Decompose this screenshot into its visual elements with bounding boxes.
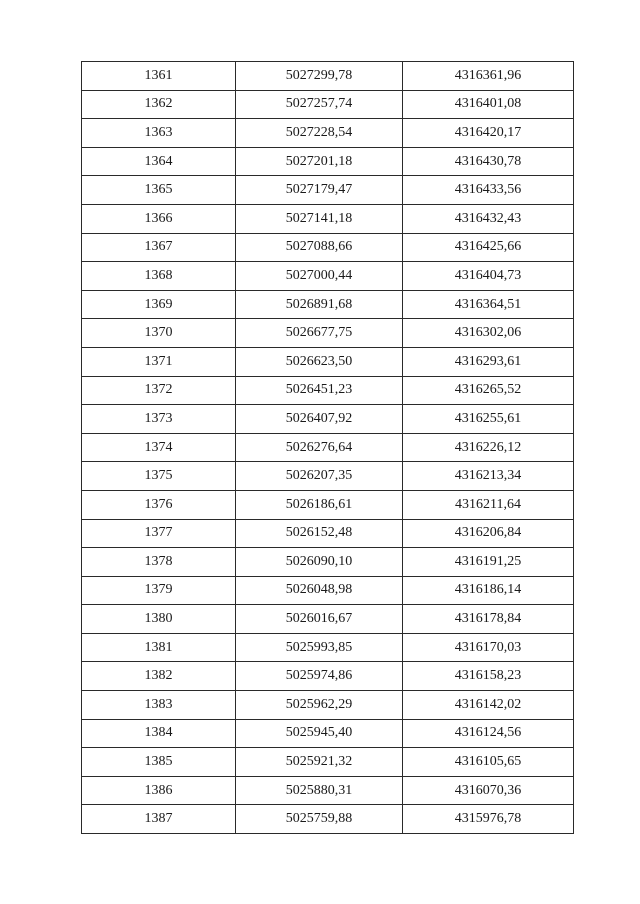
table-row xyxy=(82,605,574,634)
table-row xyxy=(82,90,574,119)
y-coordinate-cell: 4315976,78 xyxy=(403,805,574,834)
x-coordinate-cell: 5025880,31 xyxy=(236,776,403,805)
y-coordinate-cell: 4316433,56 xyxy=(403,176,574,205)
x-coordinate-cell: 5026891,68 xyxy=(236,290,403,319)
point-number-cell: 1361 xyxy=(82,62,236,91)
point-number-cell: 1383 xyxy=(82,691,236,720)
table-row xyxy=(82,662,574,691)
table-row xyxy=(82,405,574,434)
point-number-cell: 1374 xyxy=(82,433,236,462)
y-coordinate-cell: 4316124,56 xyxy=(403,719,574,748)
y-coordinate-cell: 4316404,73 xyxy=(403,262,574,291)
coordinates-table xyxy=(81,61,574,834)
x-coordinate-cell: 5025945,40 xyxy=(236,719,403,748)
point-number-cell: 1365 xyxy=(82,176,236,205)
y-coordinate-cell: 4316211,64 xyxy=(403,490,574,519)
point-number-cell: 1385 xyxy=(82,748,236,777)
x-coordinate-cell: 5026016,67 xyxy=(236,605,403,634)
y-coordinate-cell: 4316142,02 xyxy=(403,691,574,720)
table-row xyxy=(82,576,574,605)
y-coordinate-cell: 4316420,17 xyxy=(403,119,574,148)
x-coordinate-cell: 5025759,88 xyxy=(236,805,403,834)
y-coordinate-cell: 4316226,12 xyxy=(403,433,574,462)
x-coordinate-cell: 5027000,44 xyxy=(236,262,403,291)
point-number-cell: 1378 xyxy=(82,548,236,577)
x-coordinate-cell: 5025974,86 xyxy=(236,662,403,691)
y-coordinate-cell: 4316070,36 xyxy=(403,776,574,805)
x-coordinate-cell: 5025921,32 xyxy=(236,748,403,777)
y-coordinate-cell: 4316255,61 xyxy=(403,405,574,434)
point-number-cell: 1362 xyxy=(82,90,236,119)
x-coordinate-cell: 5026451,23 xyxy=(236,376,403,405)
point-number-cell: 1372 xyxy=(82,376,236,405)
x-coordinate-cell: 5027228,54 xyxy=(236,119,403,148)
x-coordinate-cell: 5027088,66 xyxy=(236,233,403,262)
point-number-cell: 1363 xyxy=(82,119,236,148)
x-coordinate-cell: 5026186,61 xyxy=(236,490,403,519)
point-number-cell: 1380 xyxy=(82,605,236,634)
table-row xyxy=(82,748,574,777)
point-number-cell: 1371 xyxy=(82,347,236,376)
x-coordinate-cell: 5026207,35 xyxy=(236,462,403,491)
table-row xyxy=(82,147,574,176)
table-row xyxy=(82,319,574,348)
y-coordinate-cell: 4316186,14 xyxy=(403,576,574,605)
y-coordinate-cell: 4316432,43 xyxy=(403,204,574,233)
y-coordinate-cell: 4316206,84 xyxy=(403,519,574,548)
point-number-cell: 1369 xyxy=(82,290,236,319)
table-row xyxy=(82,519,574,548)
y-coordinate-cell: 4316170,03 xyxy=(403,633,574,662)
y-coordinate-cell: 4316364,51 xyxy=(403,290,574,319)
point-number-cell: 1381 xyxy=(82,633,236,662)
x-coordinate-cell: 5026048,98 xyxy=(236,576,403,605)
table-row xyxy=(82,176,574,205)
point-number-cell: 1364 xyxy=(82,147,236,176)
coordinates-table-body xyxy=(82,62,574,834)
y-coordinate-cell: 4316105,65 xyxy=(403,748,574,777)
y-coordinate-cell: 4316302,06 xyxy=(403,319,574,348)
x-coordinate-cell: 5027179,47 xyxy=(236,176,403,205)
x-coordinate-cell: 5026090,10 xyxy=(236,548,403,577)
table-row xyxy=(82,462,574,491)
point-number-cell: 1368 xyxy=(82,262,236,291)
y-coordinate-cell: 4316401,08 xyxy=(403,90,574,119)
point-number-cell: 1379 xyxy=(82,576,236,605)
x-coordinate-cell: 5025993,85 xyxy=(236,633,403,662)
point-number-cell: 1366 xyxy=(82,204,236,233)
y-coordinate-cell: 4316178,84 xyxy=(403,605,574,634)
y-coordinate-cell: 4316293,61 xyxy=(403,347,574,376)
y-coordinate-cell: 4316425,66 xyxy=(403,233,574,262)
y-coordinate-cell: 4316430,78 xyxy=(403,147,574,176)
point-number-cell: 1376 xyxy=(82,490,236,519)
point-number-cell: 1386 xyxy=(82,776,236,805)
x-coordinate-cell: 5026276,64 xyxy=(236,433,403,462)
point-number-cell: 1384 xyxy=(82,719,236,748)
y-coordinate-cell: 4316361,96 xyxy=(403,62,574,91)
x-coordinate-cell: 5026407,92 xyxy=(236,405,403,434)
y-coordinate-cell: 4316213,34 xyxy=(403,462,574,491)
table-row xyxy=(82,204,574,233)
table-row xyxy=(82,262,574,291)
y-coordinate-cell: 4316158,23 xyxy=(403,662,574,691)
point-number-cell: 1375 xyxy=(82,462,236,491)
x-coordinate-cell: 5027257,74 xyxy=(236,90,403,119)
point-number-cell: 1382 xyxy=(82,662,236,691)
x-coordinate-cell: 5026152,48 xyxy=(236,519,403,548)
table-row xyxy=(82,490,574,519)
point-number-cell: 1367 xyxy=(82,233,236,262)
x-coordinate-cell: 5027299,78 xyxy=(236,62,403,91)
table-row xyxy=(82,433,574,462)
table-row xyxy=(82,776,574,805)
table-row xyxy=(82,633,574,662)
point-number-cell: 1373 xyxy=(82,405,236,434)
y-coordinate-cell: 4316191,25 xyxy=(403,548,574,577)
table-row xyxy=(82,290,574,319)
point-number-cell: 1377 xyxy=(82,519,236,548)
y-coordinate-cell: 4316265,52 xyxy=(403,376,574,405)
table-row xyxy=(82,233,574,262)
x-coordinate-cell: 5027201,18 xyxy=(236,147,403,176)
table-row xyxy=(82,691,574,720)
table-row xyxy=(82,62,574,91)
table-row xyxy=(82,376,574,405)
x-coordinate-cell: 5025962,29 xyxy=(236,691,403,720)
point-number-cell: 1387 xyxy=(82,805,236,834)
table-row xyxy=(82,119,574,148)
table-row xyxy=(82,805,574,834)
table-row xyxy=(82,719,574,748)
table-row xyxy=(82,548,574,577)
x-coordinate-cell: 5026677,75 xyxy=(236,319,403,348)
point-number-cell: 1370 xyxy=(82,319,236,348)
x-coordinate-cell: 5026623,50 xyxy=(236,347,403,376)
table-row xyxy=(82,347,574,376)
x-coordinate-cell: 5027141,18 xyxy=(236,204,403,233)
